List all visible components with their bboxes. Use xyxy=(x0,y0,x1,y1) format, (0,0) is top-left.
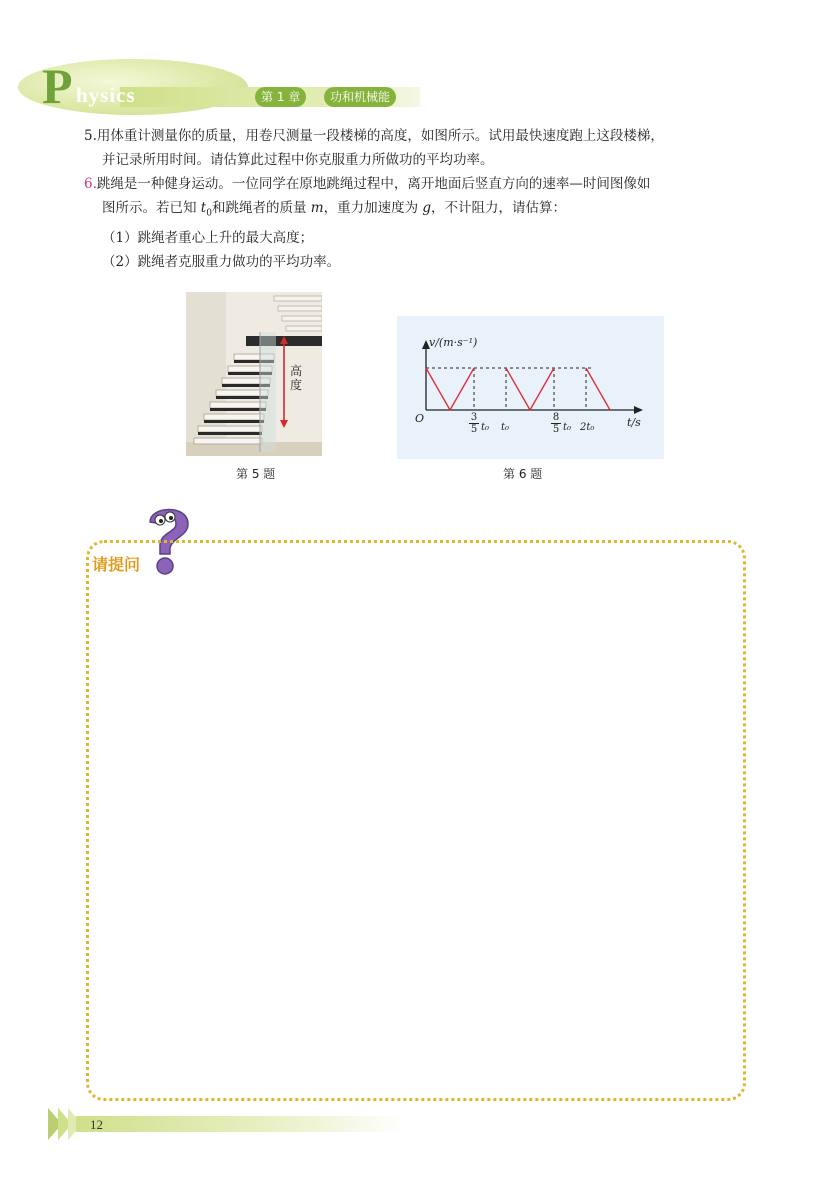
symbol-t: t xyxy=(200,200,207,216)
chapter-label: 第 1 章 xyxy=(255,87,306,107)
question-6-line1: 跳绳是一种健身运动。一位同学在原地跳绳过程中，离开地面后竖直方向的速率—时间图像如 xyxy=(96,176,651,192)
figure-6-caption: 第 6 题 xyxy=(503,467,543,481)
question-6-number: 6. xyxy=(84,176,97,192)
q6-text-a: 图所示。若已知 xyxy=(102,200,197,216)
symbol-m: m xyxy=(310,200,324,216)
x-axis-label: t/s xyxy=(627,416,641,429)
q6-text-d: ，不计阻力，请估算： xyxy=(431,200,567,216)
chapter-title: 功和机械能 xyxy=(324,87,396,107)
height-label: 高度 xyxy=(290,364,303,392)
tick-3-5-t0 xyxy=(469,412,479,435)
speed-segment-1 xyxy=(450,368,474,410)
speed-segment-2 xyxy=(506,368,530,410)
page-number: 12 xyxy=(90,1117,103,1132)
vt-graph-box xyxy=(397,316,664,459)
ask-question-title: 请提问 xyxy=(92,555,141,574)
tick3-var: t₀ xyxy=(563,422,572,433)
speed-segment-4 xyxy=(586,368,610,410)
figure-5-caption: 第 5 题 xyxy=(236,467,276,481)
page-header xyxy=(0,55,836,115)
stairs-photo xyxy=(186,292,322,456)
x-axis-arrow xyxy=(634,406,643,414)
question-6-sub2: （2）跳绳者克服重力做功的平均功率。 xyxy=(102,253,341,270)
tick-8-5-t0 xyxy=(551,412,561,435)
origin-label: O xyxy=(415,412,425,425)
brand-rest: hysics xyxy=(76,83,136,107)
q6-text-c: ，重力加速度为 xyxy=(323,200,419,216)
question-5-line2: 并记录所用时间。请估算此过程中你克服重力所做功的平均功率。 xyxy=(102,152,494,168)
tick-2t0: 2t₀ xyxy=(580,422,595,433)
question-6-sub1: （1）跳绳者重心上升的最大高度； xyxy=(102,229,314,246)
footer-bar xyxy=(76,1116,406,1132)
tick3-den: 5 xyxy=(552,424,560,435)
question-5-number: 5. xyxy=(84,128,97,144)
symbol-t-sub: 0 xyxy=(206,208,212,219)
question-5 xyxy=(84,124,764,172)
q6-text-b: 和跳绳者的质量 xyxy=(211,200,307,216)
tick3-num: 8 xyxy=(552,412,560,423)
speed-segment-3 xyxy=(530,368,554,410)
tick-t0: t₀ xyxy=(501,422,510,433)
tick1-den: 5 xyxy=(470,424,478,435)
symbol-g: g xyxy=(422,200,432,216)
speed-segment-0 xyxy=(426,368,450,410)
question-6 xyxy=(84,172,764,274)
y-axis-label: v/(m·s⁻¹) xyxy=(429,336,478,349)
question-5-line1: 用体重计测量你的质量，用卷尺测量一段楼梯的高度，如图所示。试用最快速度跑上这段楼梯， xyxy=(96,128,664,144)
ask-question-box xyxy=(86,540,746,1101)
question-6-line2 xyxy=(84,196,764,226)
tick1-var: t₀ xyxy=(481,422,490,433)
brand-initial: P xyxy=(42,58,73,114)
tick1-num: 3 xyxy=(470,412,478,423)
